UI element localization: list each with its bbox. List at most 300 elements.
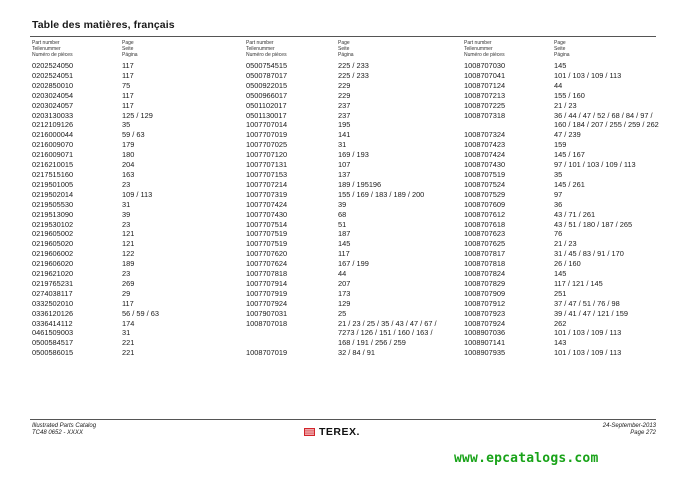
page-reference: 47 / 239 (554, 130, 581, 140)
part-number: 1007707624 (246, 259, 288, 269)
part-number: 0500966017 (246, 90, 288, 100)
page-reference: 225 / 233 (338, 70, 369, 80)
page-reference: 107 (338, 160, 351, 170)
part-number: 1008707041 (464, 70, 506, 80)
index-row (464, 61, 659, 71)
page-reference: 179 (122, 140, 135, 150)
part-number: 0500787017 (246, 70, 288, 80)
page-reference: 39 / 41 / 47 / 121 / 159 (554, 308, 628, 318)
page-reference: 167 / 199 (338, 259, 369, 269)
index-row (32, 328, 232, 338)
page-reference: 221 (122, 338, 135, 348)
index-row (246, 200, 438, 210)
index-row (246, 319, 438, 349)
part-number: 0219605002 (32, 229, 74, 239)
part-number: 1008707817 (464, 249, 506, 259)
page-reference: 32 / 84 / 91 (338, 348, 375, 358)
page-reference: 36 / 44 / 47 / 52 / 68 / 84 / 97 / 160 / 184 / 207 / 255 / 259 / 262 (554, 110, 659, 130)
part-number-header-label: Part number (246, 40, 274, 46)
page-reference: 25 (338, 308, 347, 318)
index-row (246, 101, 438, 111)
page-reference: 251 (554, 288, 567, 298)
part-number: 1008707524 (464, 179, 506, 189)
part-number-header-label: Teilenummer (246, 46, 275, 52)
page-reference: 43 / 51 / 180 / 187 / 265 (554, 219, 633, 229)
index-rows (32, 61, 232, 358)
page-reference: 37 / 47 / 51 / 76 / 98 (554, 298, 620, 308)
part-number: 1007707131 (246, 160, 288, 170)
part-number: 0219513090 (32, 209, 74, 219)
index-row (32, 289, 232, 299)
index-row (246, 81, 438, 91)
part-number: 0336414112 (32, 318, 73, 328)
index-row (32, 111, 232, 121)
terex-emblem-icon (304, 428, 315, 436)
part-number: 1007907031 (246, 308, 288, 318)
page-reference: 44 (338, 269, 347, 279)
page-reference: 180 (122, 150, 135, 160)
part-number: 1008707318 (464, 110, 506, 120)
index-row (246, 91, 438, 101)
part-number: 1007707424 (246, 199, 288, 209)
page-reference: 141 (338, 130, 351, 140)
part-number-header-label: Teilenummer (464, 46, 493, 52)
index-row (32, 249, 232, 259)
part-number: 1008707019 (246, 348, 288, 358)
page-reference: 173 (338, 288, 351, 298)
page-reference: 21 / 23 / 25 / 35 / 43 / 47 / 67 / 7273 / 126 / 151 / 160 / 163 / 168 / 191 / 256 / 259 (338, 318, 437, 348)
page-reference: 101 / 103 / 109 / 113 (554, 348, 622, 358)
index-row (246, 170, 438, 180)
page-reference: 221 (122, 348, 135, 358)
part-number: 0202524051 (32, 70, 74, 80)
part-number-header-label: Teilenummer (32, 46, 61, 52)
part-number-header-label: Numéro de pièces (32, 52, 73, 58)
part-number: 0219606020 (32, 259, 74, 269)
part-number: 1008707824 (464, 269, 506, 279)
index-row (246, 279, 438, 289)
part-number: 0203130033 (32, 110, 74, 120)
part-number: 0217515160 (32, 169, 74, 179)
page-reference: 229 (338, 90, 351, 100)
page-title: Table des matières, français (32, 19, 175, 31)
index-row (32, 239, 232, 249)
page-reference: 44 (554, 80, 563, 90)
part-number: 1008707612 (464, 209, 506, 219)
index-row (464, 299, 659, 309)
index-row (246, 299, 438, 309)
page-reference: 187 (338, 229, 351, 239)
page-reference: 121 (122, 229, 135, 239)
footer-right (603, 423, 656, 437)
index-row (246, 71, 438, 81)
watermark-link[interactable]: www.epcatalogs.com (454, 451, 599, 466)
page-reference: 31 / 45 / 83 / 91 / 170 (554, 249, 624, 259)
page-reference: 262 (554, 318, 567, 328)
index-column-1 (32, 40, 232, 358)
page-reference: 23 (122, 179, 131, 189)
part-number: 0202850010 (32, 80, 74, 90)
page-header (338, 40, 354, 58)
page-reference: 143 (554, 338, 567, 348)
page-reference: 51 (338, 219, 347, 229)
page-reference: 31 (122, 328, 131, 338)
part-number: 1008707912 (464, 298, 506, 308)
index-row (32, 101, 232, 111)
part-number: 0212109126 (32, 120, 74, 130)
part-number: 1008907141 (464, 338, 506, 348)
footer-left (32, 423, 96, 437)
index-row (32, 120, 232, 130)
page-reference: 237 (338, 100, 351, 110)
header-rule (30, 36, 656, 37)
page-reference: 117 / 121 / 145 (554, 278, 603, 288)
part-number: 1007707919 (246, 288, 288, 298)
page-reference: 117 (122, 298, 134, 308)
part-number: 1008907935 (464, 348, 506, 358)
part-number: 0219605020 (32, 239, 74, 249)
part-number: 1008707609 (464, 199, 506, 209)
index-row (464, 160, 659, 170)
part-number: 1008707519 (464, 169, 506, 179)
terex-logo (304, 426, 360, 438)
index-row (32, 259, 232, 269)
page-reference: 35 (554, 169, 563, 179)
part-number: 0501102017 (246, 100, 287, 110)
part-number: 1007707924 (246, 298, 288, 308)
index-row (246, 249, 438, 259)
page-reference: 117 (122, 90, 134, 100)
part-number: 0203024054 (32, 90, 74, 100)
index-row (464, 338, 659, 348)
page-reference: 31 (338, 140, 347, 150)
part-number: 0219606002 (32, 249, 74, 259)
page-reference: 117 (122, 70, 134, 80)
part-number: 1008707529 (464, 189, 506, 199)
index-row (32, 71, 232, 81)
index-row (246, 140, 438, 150)
index-row (246, 348, 438, 358)
part-number: 1007707019 (246, 130, 288, 140)
index-row (464, 269, 659, 279)
index-row (246, 180, 438, 190)
catalog-code: TC48 0652 - XXXX (32, 430, 84, 436)
page-reference: 159 (554, 140, 567, 150)
part-number: 1008707124 (464, 80, 506, 90)
index-row (32, 220, 232, 230)
part-number: 1008707225 (464, 100, 506, 110)
page-reference: 43 / 71 / 261 (554, 209, 596, 219)
index-column-2 (246, 40, 438, 358)
index-row (32, 160, 232, 170)
part-number: 1007707025 (246, 140, 288, 150)
part-number: 1008707909 (464, 288, 506, 298)
part-number: 0219621020 (32, 269, 74, 279)
page-header-label: Page (122, 40, 134, 46)
part-number: 1007707430 (246, 209, 288, 219)
index-column-3 (464, 40, 659, 358)
index-row (464, 319, 659, 329)
part-number: 1007707620 (246, 249, 288, 259)
part-number-header-label: Part number (464, 40, 492, 46)
part-number: 0501130017 (246, 110, 287, 120)
part-number: 1008707618 (464, 219, 506, 229)
page-reference: 26 / 160 (554, 259, 581, 269)
part-number: 0461509003 (32, 328, 74, 338)
index-row (464, 180, 659, 190)
index-row (464, 249, 659, 259)
part-number-header-label: Part number (32, 40, 60, 46)
page-reference: 35 (122, 120, 131, 130)
index-row (464, 140, 659, 150)
index-row (246, 309, 438, 319)
page-reference: 23 (122, 269, 131, 279)
part-number-header (246, 40, 287, 58)
index-row (32, 319, 232, 329)
index-row (32, 170, 232, 180)
page-reference: 129 (338, 298, 351, 308)
page-reference: 195 (338, 120, 351, 130)
page-header-label: Página (122, 52, 138, 58)
index-row (464, 220, 659, 230)
page-reference: 189 / 195196 (338, 179, 382, 189)
part-number: 1008707324 (464, 130, 506, 140)
page-header-label: Page (338, 40, 350, 46)
part-number-header (464, 40, 505, 58)
part-number: 1008707829 (464, 278, 506, 288)
index-row (464, 170, 659, 180)
page-reference: 117 (122, 61, 134, 70)
index-row (32, 299, 232, 309)
part-number: 1007707914 (246, 278, 288, 288)
index-row (246, 120, 438, 130)
index-row (464, 111, 659, 131)
page-number: Page 272 (630, 430, 656, 436)
part-number-header-label: Numéro de pièces (246, 52, 287, 58)
index-row (246, 210, 438, 220)
index-row (246, 289, 438, 299)
index-row (464, 309, 659, 319)
brand-name: TEREX. (319, 426, 360, 438)
part-number: 0336120126 (32, 308, 74, 318)
page-reference: 29 (122, 288, 131, 298)
page-header-label: Página (338, 52, 354, 58)
part-number: 0500586015 (32, 348, 74, 358)
part-number: 0216009071 (32, 150, 74, 160)
part-number: 0219765231 (32, 278, 74, 288)
index-row (464, 150, 659, 160)
part-number: 1007707014 (246, 120, 288, 130)
page-reference: 163 (122, 169, 135, 179)
index-row (464, 259, 659, 269)
index-row (32, 61, 232, 71)
part-number-header (32, 40, 73, 58)
part-number: 1008707018 (246, 318, 288, 328)
index-row (246, 160, 438, 170)
page-header-label: Page (554, 40, 566, 46)
part-number: 0202524050 (32, 61, 74, 70)
page-reference: 101 / 103 / 109 / 113 (554, 328, 622, 338)
index-row (464, 279, 659, 289)
index-row (464, 130, 659, 140)
index-row (246, 190, 438, 200)
part-number: 0500922015 (246, 80, 288, 90)
page-reference: 31 (122, 199, 131, 209)
page-header (554, 40, 570, 58)
page-reference: 76 (554, 229, 563, 239)
part-number: 1007707120 (246, 150, 288, 160)
index-row (32, 91, 232, 101)
index-row (464, 289, 659, 299)
page-reference: 121 (122, 239, 135, 249)
page-reference: 97 / 101 / 103 / 109 / 113 (554, 160, 636, 170)
page-reference: 237 (338, 110, 351, 120)
part-number: 1008707030 (464, 61, 506, 70)
column-header (32, 40, 232, 61)
page-reference: 39 (122, 209, 131, 219)
index-row (464, 328, 659, 338)
part-number: 1008707923 (464, 308, 506, 318)
part-number: 1007707519 (246, 239, 288, 249)
index-rows (246, 61, 438, 358)
part-number: 1007707519 (246, 229, 288, 239)
column-header (246, 40, 438, 61)
page-reference: 59 / 63 (122, 130, 145, 140)
part-number: 0500584517 (32, 338, 74, 348)
page-reference: 145 / 167 (554, 150, 585, 160)
part-number-header-label: Numéro de pièces (464, 52, 505, 58)
index-row (32, 130, 232, 140)
part-number: 0219502014 (32, 189, 74, 199)
index-row (464, 348, 659, 358)
page-reference: 189 (122, 259, 135, 269)
part-number: 0219501005 (32, 179, 74, 189)
index-row (32, 279, 232, 289)
page-reference: 145 / 261 (554, 179, 585, 189)
part-number: 0203024057 (32, 100, 74, 110)
index-row (32, 338, 232, 348)
part-number: 0500754515 (246, 61, 288, 70)
index-row (246, 111, 438, 121)
catalog-name: Illustrated Parts Catalog (32, 423, 97, 429)
page-reference: 56 / 59 / 63 (122, 308, 159, 318)
part-number: 0219530102 (32, 219, 74, 229)
page-reference: 122 (122, 249, 135, 259)
index-row (32, 348, 232, 358)
page-reference: 207 (338, 278, 351, 288)
index-row (32, 210, 232, 220)
page-reference: 39 (338, 199, 347, 209)
page-header-label: Seite (554, 46, 566, 52)
part-number: 0219505530 (32, 199, 74, 209)
footer-rule (30, 419, 656, 420)
page-reference: 68 (338, 209, 347, 219)
index-row (246, 130, 438, 140)
index-row (32, 81, 232, 91)
index-row (32, 190, 232, 200)
page-reference: 109 / 113 (122, 189, 153, 199)
part-number: 1008707625 (464, 239, 506, 249)
page-header-label: Página (554, 52, 570, 58)
part-number: 0216210015 (32, 160, 74, 170)
page-reference: 75 (122, 80, 131, 90)
page-header-label: Seite (122, 46, 134, 52)
page-reference: 97 (554, 189, 563, 199)
part-number: 1008907036 (464, 328, 506, 338)
index-row (32, 200, 232, 210)
page-reference: 225 / 233 (338, 61, 369, 70)
index-row (32, 140, 232, 150)
part-number: 1008707818 (464, 259, 506, 269)
page-reference: 36 (554, 199, 563, 209)
page-header (122, 40, 138, 58)
page-reference: 204 (122, 160, 135, 170)
part-number: 0274038117 (32, 288, 73, 298)
index-row (464, 190, 659, 200)
page-reference: 174 (122, 318, 135, 328)
part-number: 1008707424 (464, 150, 506, 160)
index-row (32, 309, 232, 319)
index-row (246, 150, 438, 160)
part-number: 1007707214 (246, 179, 288, 189)
page-reference: 145 (554, 269, 567, 279)
page-reference: 21 / 23 (554, 239, 577, 249)
page-reference: 155 / 169 / 183 / 189 / 200 (338, 189, 425, 199)
page-reference: 145 (554, 61, 567, 70)
page-reference: 269 (122, 278, 135, 288)
page-reference: 229 (338, 80, 351, 90)
index-row (32, 180, 232, 190)
part-number: 1008707924 (464, 318, 506, 328)
index-rows (464, 61, 659, 358)
index-row (32, 229, 232, 239)
page-reference: 101 / 103 / 109 / 113 (554, 70, 622, 80)
part-number: 1007707818 (246, 269, 288, 279)
index-row (464, 71, 659, 81)
index-row (32, 150, 232, 160)
page-reference: 155 / 160 (554, 90, 585, 100)
part-number: 1007707319 (246, 189, 288, 199)
index-row (464, 81, 659, 91)
page-reference: 137 (338, 169, 351, 179)
part-number: 1008707623 (464, 229, 506, 239)
page-reference: 145 (338, 239, 351, 249)
index-row (246, 61, 438, 71)
part-number: 1008707423 (464, 140, 506, 150)
index-row (464, 239, 659, 249)
part-number: 1008707430 (464, 160, 506, 170)
page-reference: 117 (122, 100, 134, 110)
index-row (32, 269, 232, 279)
index-row (246, 259, 438, 269)
page-reference: 21 / 23 (554, 100, 577, 110)
index-row (464, 229, 659, 239)
index-row (246, 239, 438, 249)
part-number: 1008707213 (464, 90, 506, 100)
column-header (464, 40, 659, 61)
index-row (464, 101, 659, 111)
index-row (464, 91, 659, 101)
index-row (464, 210, 659, 220)
page-reference: 125 / 129 (122, 110, 153, 120)
index-row (246, 229, 438, 239)
part-number: 0216000044 (32, 130, 74, 140)
catalog-date: 24-September-2013 (602, 423, 656, 429)
page-reference: 23 (122, 219, 131, 229)
index-row (464, 200, 659, 210)
page-header-label: Seite (338, 46, 350, 52)
page-reference: 117 (338, 249, 350, 259)
